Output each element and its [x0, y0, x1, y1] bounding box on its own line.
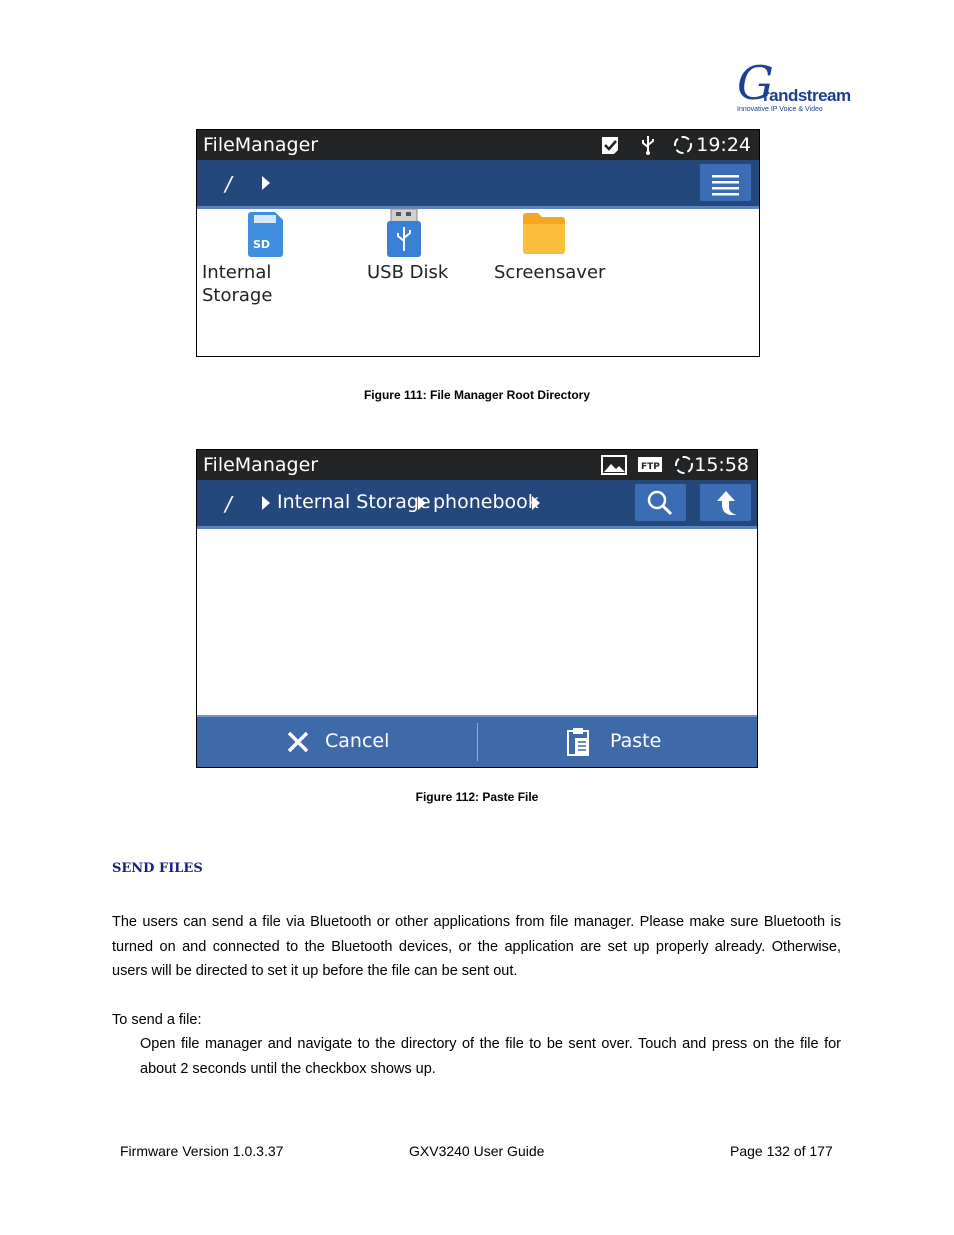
app-title: FileManager: [203, 134, 319, 156]
notification-check-icon: [599, 135, 621, 155]
sync-icon: [673, 455, 695, 475]
status-bar: [197, 130, 759, 160]
menu-button[interactable]: [700, 164, 751, 201]
folder-icon: [521, 210, 567, 256]
clock: 15:58: [694, 454, 749, 476]
action-bar: [197, 715, 757, 767]
crumb-phonebook[interactable]: phonebook: [433, 491, 539, 513]
search-icon: [635, 484, 686, 521]
list-item: Open file manager and navigate to the directory of the file to be sent over. Touch and press on the file for about 2 seconds until the checkbox shows up.: [140, 1036, 841, 1077]
paragraph: The users can send a file via Bluetooth or other applications from file manager. Please make sure Bluetooth is turned on and connected to the Bluetooth devices, or the application are set up properly already. Otherwise, users will be directed to set it up before the file can be sent out.: [112, 914, 841, 979]
clipboard-icon: [566, 727, 592, 757]
usb-drive-icon: [384, 208, 426, 258]
usb-icon: [637, 135, 659, 155]
logo-initial: G: [737, 56, 774, 110]
status-bar: [197, 450, 757, 480]
menu-icon: [700, 164, 751, 201]
close-icon: [286, 730, 310, 754]
grandstream-logo: [735, 56, 851, 118]
image-icon: [601, 455, 627, 475]
item-label: Internal Storage: [202, 262, 273, 306]
paste-button[interactable]: [478, 717, 757, 767]
file-manager-root-screenshot: [196, 129, 760, 357]
item-label: Screensaver: [494, 262, 606, 283]
path-arrow-icon: [418, 496, 426, 510]
clock: 19:24: [696, 134, 751, 156]
sd-card-icon: [245, 210, 287, 258]
footer-guide-title: GXV3240 User Guide: [409, 1143, 545, 1159]
path-arrow-icon: [262, 176, 270, 190]
path-root[interactable]: /: [225, 172, 232, 196]
crumb-internal-storage[interactable]: Internal Storage: [277, 491, 431, 513]
path-root[interactable]: /: [225, 492, 232, 516]
path-bar: [197, 160, 759, 209]
figure-caption: Figure 112: Paste File: [415, 790, 539, 804]
svg-text:SD: SD: [253, 238, 271, 251]
cancel-button[interactable]: [197, 717, 477, 767]
path-arrow-icon: [532, 496, 540, 510]
app-title: FileManager: [203, 454, 319, 476]
logo-name: randstream: [763, 86, 851, 105]
paste-label: Paste: [610, 730, 662, 752]
ftp-icon: [637, 455, 663, 475]
sync-icon: [672, 135, 694, 155]
footer-page-number: Page 132 of 177: [730, 1143, 833, 1159]
up-directory-button[interactable]: [700, 484, 751, 521]
up-arrow-icon: [700, 484, 751, 521]
paragraph: To send a file:: [112, 1012, 202, 1028]
svg-text:FTP: FTP: [641, 462, 660, 472]
item-label: USB Disk: [367, 262, 449, 283]
path-bar: [197, 480, 757, 529]
logo-tagline: Innovative IP Voice & Video: [737, 106, 823, 113]
search-button[interactable]: [635, 484, 686, 521]
cancel-label: Cancel: [325, 730, 390, 752]
figure-caption: Figure 111: File Manager Root Directory: [363, 388, 591, 402]
path-arrow-icon: [262, 496, 270, 510]
footer-firmware: Firmware Version 1.0.3.37: [120, 1143, 284, 1159]
section-heading: SEND FILES: [112, 861, 203, 876]
paste-file-screenshot: [196, 449, 758, 768]
